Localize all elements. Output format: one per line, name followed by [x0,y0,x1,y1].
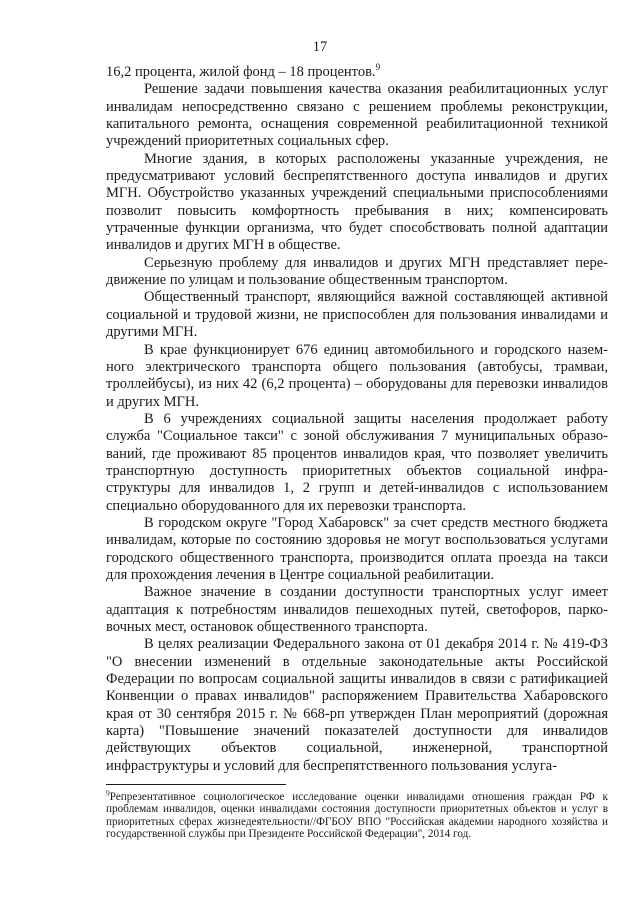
paragraph-8: В городском округе "Город Хабаровск" за счет средств местного бюджета инвалидам, которые по состоянию здоровья не могут воспользоваться услугами городского общественного транспорта, производится оплата проезда на такси для прохождения лечения в Центре социальной реабилитации. [106,514,608,583]
footnote-divider [106,784,286,785]
page-number: 17 [312,39,328,55]
paragraph-6: В крае функционирует 676 единиц автомобильного и городского наземного электрического транспорта общего пользования (автобусы, трамваи, троллейбусы), из них 42 (6,2 процента) – оборудованы для перевозки инвалидов и других МГН. [106,341,608,410]
paragraph-1 [106,64,608,81]
body-text [106,64,608,775]
footnote-reference: 9 [375,62,381,73]
paragraph-1-text: 16,2 процента, жилой фонд – 18 процентов. [106,64,376,80]
paragraph-9: Важное значение в создании доступности транспортных услуг имеет адаптация к потребностям инвалидов пешеходных путей, светофоров, парковочных мест, остановок общественного транспорта. [106,584,608,635]
paragraph-10: В целях реализации Федерального закона от 01 декабря 2014 г. № 419-ФЗ "О внесении изменений в отдельные законодательные акты Российской Федерации по вопросам социальной защиты инвалидов в связи с ратификацией Конвенции о правах инвалидов" распоряжением Правительства Хабаровского края от 30 сентября 2015 г. № 668-рп утвержден План мероприятий (дорожная карта) "Повышение значений показателей доступности для инвалидов действующих объектов социальной, инженерной, транспортной инфраструктуры и условий для беспрепятственного пользования услуга- [106,636,608,774]
paragraph-2: Решение задачи повышения качества оказания реабилитационных услуг инвалидам непосредственно связано с решением проблемы реконструкции, капитального ремонта, оснащения современной реабилитационной техникой учреждений приоритетных социальных сфер. [106,81,608,150]
paragraph-7: В 6 учреждениях социальной защиты населения продолжает работу служба "Социальное такси" с зоной обслуживания 7 муниципальных образований, где проживают 85 процентов инвалидов края, что позволяет увеличить транспортную доступность приоритетных объектов социальной инфраструктуры для инвалидов 1, 2 групп и детей-инвалидов с использованием специально оборудованного для их перевозки транспорта. [106,410,608,514]
footnote-marker: 9 [106,788,110,798]
paragraph-5: Общественный транспорт, являющийся важной составляющей активной социальной и трудовой жизни, не приспособлен для пользования инвалидами и другими МГН. [106,289,608,341]
paragraph-3: Многие здания, в которых расположены указанные учреждения, не предусматривают условий беспрепятственного доступа инвалидов и других МГН. Обустройство указанных учреждений специальными приспособлениями позволит повысить комфортность пребывания в них; компенсировать утраченные функции организма, что будет способствовать полной адаптации инвалидов и других МГН в обществе. [106,150,608,254]
footnote [106,788,608,841]
footnote-text: Репрезентативное социологическое исследование оценки инвалидами отношения граждан РФ к проблемам инвалидов, оценки инвалидами состояния доступности приоритетных объектов и услуг в приоритетных сферах жизнедеятельности//ФГБОУ ВПО "Российская академии народного хозяйства и государственной службы при Президенте Российской Федерации", 2014 год. [106,791,608,841]
paragraph-4: Серьезную проблему для инвалидов и других МГН представляет передвижение по улицам и пользование общественным транспортом. [106,254,608,289]
